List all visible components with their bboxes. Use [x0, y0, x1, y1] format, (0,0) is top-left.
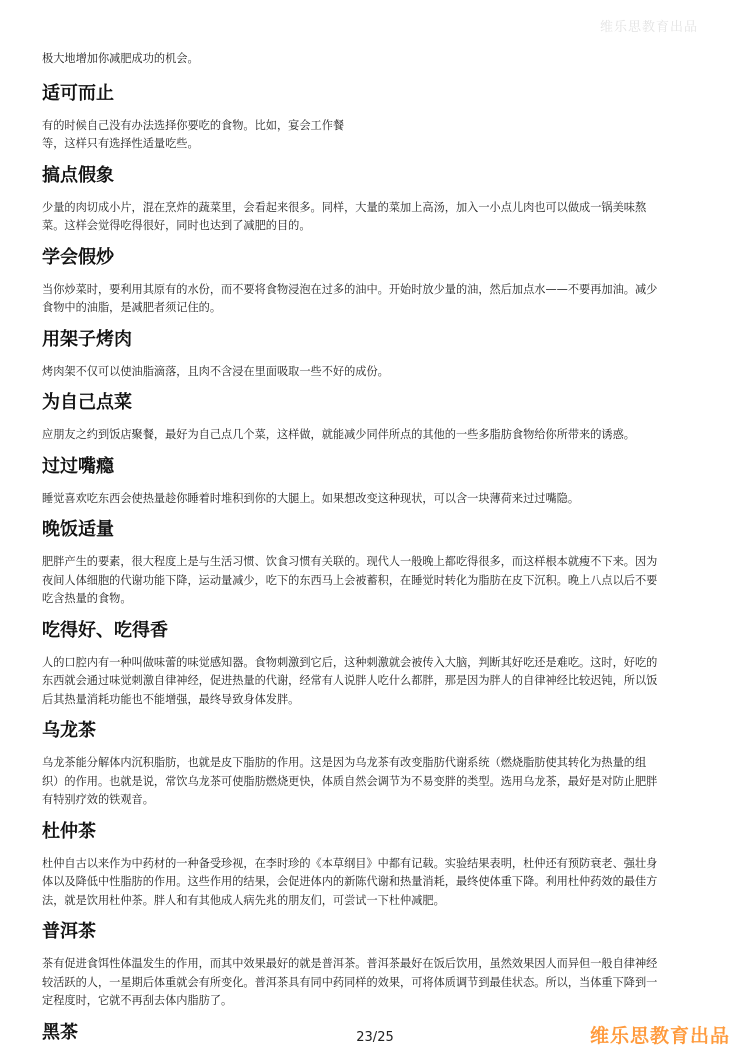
- paragraph-line: 烤肉架不仅可以使油脂滴落，且肉不含浸在里面吸取一些不好的成份。: [42, 364, 389, 378]
- section-heading: 适可而止: [42, 82, 114, 104]
- section-heading: 晚饭适量: [42, 519, 114, 540]
- paragraph-line: 夜间人体细胞的代谢功能下降，运动量减少，吃下的东西马上会被蓄积，在睡觉时转化为脂肪在皮下沉积。晚上八点以后不要: [42, 573, 658, 587]
- paragraph-line: 茶有促进食饵性体温发生的作用，而其中效果最好的就是普洱茶。普洱茶最好在饭后饮用，虽然效果因人而异但一般自律神经: [42, 957, 658, 970]
- section-paragraph: [42, 490, 714, 509]
- section-heading: 学会假炒: [42, 246, 114, 268]
- paragraph-line: 织）的作用。也就是说，常饮乌龙茶可使脂肪燃烧更快，体质自然会调节为不易变胖的类型。选用乌龙茶，最好是对防止肥胖: [42, 774, 658, 788]
- section-heading: 过过嘴瘾: [42, 455, 114, 477]
- paragraph-line: 有特别疗效的铁观音。: [42, 793, 154, 806]
- paragraph-line: 睡觉喜欢吃东西会使热量趁你睡着时堆积到你的大腿上。如果想改变这种现状，可以含一块薄荷来过过嘴隐。: [42, 491, 580, 505]
- section-paragraph: [42, 754, 714, 810]
- section-heading: 乌龙茶: [42, 720, 96, 741]
- section-paragraph: [42, 426, 714, 445]
- section-paragraph: [42, 553, 714, 609]
- paragraph-line: 肥胖产生的要素，很大程度上是与生活习惯、饮食习惯有关联的。现代人一般晚上都吃得很多，而这样根本就瘦不下来。因为: [42, 555, 658, 568]
- section-heading: 黑茶: [42, 1021, 78, 1043]
- page-number: 23/25: [356, 1030, 394, 1045]
- header-watermark: 维乐思教育出品: [599, 20, 698, 35]
- paragraph-line: 少量的肉切成小片，混在烹炸的蔬菜里，会看起来很多。同样，大量的菜加上高汤，加入一小点儿肉也可以做成一锅美味熬: [42, 200, 647, 214]
- paragraph-line: 杜仲自古以来作为中药材的一种备受珍视，在李时珍的《本草纲目》中都有记载。实验结果表明，杜仲还有预防衰老、强壮身: [42, 856, 658, 870]
- paragraph-line: 有的时候自己没有办法选择你要吃的食物。比如，宴会工作餐: [42, 118, 345, 132]
- paragraph-line: 吃含热量的食物。: [42, 592, 132, 605]
- section-paragraph: [42, 117, 714, 154]
- paragraph-line: 当你炒菜时，要利用其原有的水份，而不要将食物浸泡在过多的油中。开始时放少量的油，然后加点水——不要再加油。减少: [42, 282, 658, 296]
- section-heading: 为自己点菜: [42, 392, 132, 413]
- section-heading: 杜仲茶: [42, 820, 96, 842]
- section-heading: 用架子烤肉: [42, 328, 132, 350]
- section-heading: 吃得好、吃得香: [42, 619, 168, 641]
- paragraph-line: 体以及降低中性脂肪的作用。这些作用的结果，会促进体内的新陈代谢和热量消耗，最终使体重下降。利用杜仲药效的最佳方: [42, 875, 658, 888]
- section-paragraph: [42, 855, 714, 911]
- document-body: [42, 50, 714, 1044]
- section-paragraph: [42, 363, 714, 382]
- paragraph-line: 较活跃的人，一星期后体重就会有所变化。普洱茶具有同中药同样的效果，可将体质调节到最佳状态。所以，当体重下降到一: [42, 975, 658, 989]
- paragraph-line: 后其热量消耗功能也不能增强，最终导致身体发胖。: [42, 692, 300, 706]
- section-heading: 搞点假象: [42, 164, 114, 186]
- paragraph-line: 定程度时，它就不再刮去体内脂肪了。: [42, 994, 233, 1007]
- section-heading: 普洱茶: [42, 921, 96, 942]
- section-paragraph: [42, 199, 714, 236]
- section-paragraph: [42, 281, 714, 318]
- section-paragraph: [42, 955, 714, 1011]
- paragraph-line: 菜。这样会觉得吃得很好，同时也达到了减肥的目的。: [42, 219, 311, 232]
- footer-logo: 维乐思教育出品: [589, 1025, 730, 1047]
- paragraph-line: 应朋友之约到饭店聚餐，最好为自己点几个菜，这样做，就能减少同伴所点的其他的一些多脂肪食物给你所带来的诱惑。: [42, 428, 635, 441]
- paragraph-line: 法，就是饮用杜仲茶。胖人和有其他成人病先兆的朋友们，可尝试一下杜仲减肥。: [42, 893, 445, 907]
- paragraph-line: 等，这样只有选择性适量吃些。: [42, 137, 199, 150]
- paragraph-line: 乌龙茶能分解体内沉积脂肪，也就是皮下脂肪的作用。这是因为乌龙茶有改变脂肪代谢系统（燃烧脂肪使其转化为热量的组: [42, 756, 647, 769]
- section-paragraph: [42, 654, 714, 710]
- intro-paragraph: 极大地增加你减肥成功的机会。: [42, 52, 199, 65]
- paragraph-line: 东西就会通过味觉刺激自律神经，促进热量的代谢，经常有人说胖人吃什么都胖，那是因为胖人的自律神经比较迟钝，所以饭: [42, 674, 658, 687]
- paragraph-line: 人的口腔内有一种叫做味蕾的味觉感知器。食物刺激到它后，这种刺激就会被传入大脑，判断其好吃还是难吃。这时，好吃的: [42, 655, 658, 669]
- paragraph-line: 食物中的油脂，是减肥者须记住的。: [42, 301, 222, 314]
